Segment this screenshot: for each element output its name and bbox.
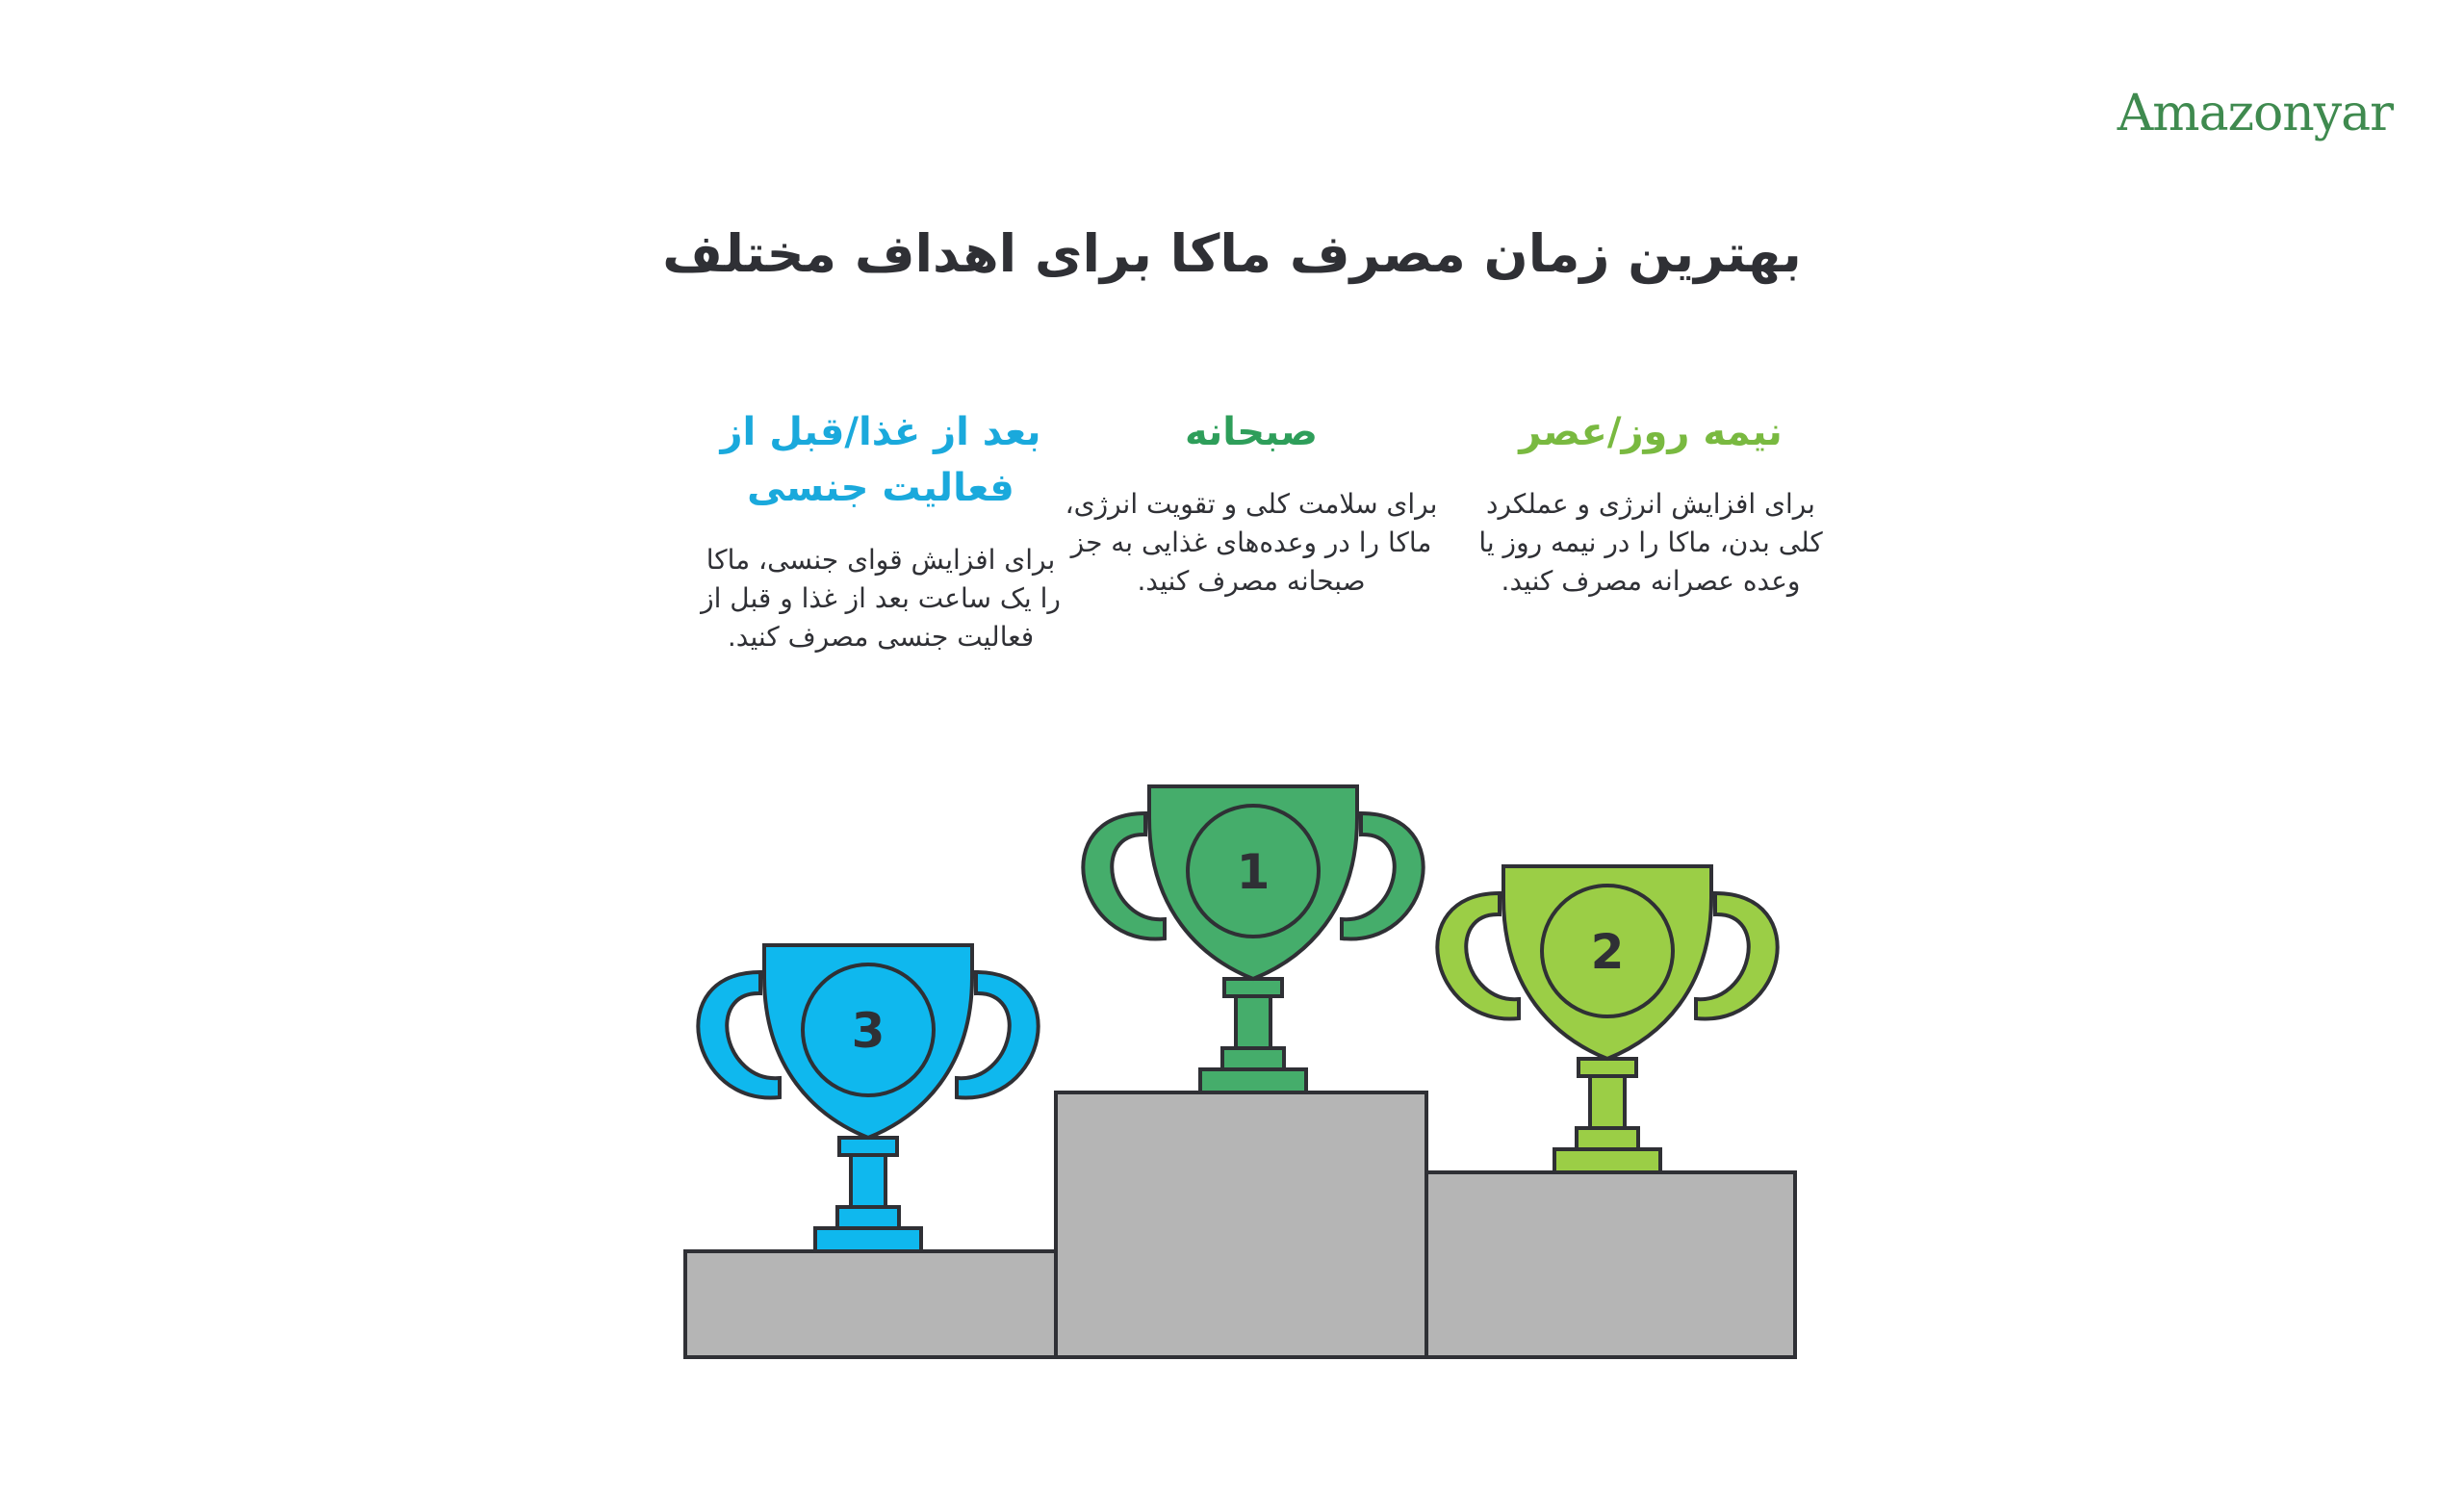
podium-step-1 bbox=[1056, 1092, 1426, 1357]
column-heading-midday: نیمه روز/عصر bbox=[1519, 410, 1783, 454]
column-heading-breakfast: صبحانه bbox=[1184, 410, 1319, 454]
trophy-rank-1: 1 bbox=[1236, 844, 1270, 900]
trophy-rank-3: 3 bbox=[851, 1003, 886, 1059]
column-description-after-meal: برای افزایش قوای جنسی، ماکا را یک ساعت بعد از غذا و قبل از فعالیت جنسی مصرف کنید. bbox=[701, 544, 1061, 653]
page-title: بهترین زمان مصرف ماکا برای اهداف مختلف bbox=[662, 223, 1802, 284]
column-description-breakfast: برای سلامت کلی و تقویت انرژی، ماکا را در وعده‌های غذایی به جز صبحانه مصرف کنید. bbox=[1065, 488, 1438, 597]
column-heading-after-meal: بعد از غذا/قبل از فعالیت جنسی bbox=[720, 410, 1041, 510]
brand-logo: Amazonyar bbox=[2117, 85, 2393, 142]
trophy-icon bbox=[698, 945, 1038, 1251]
podium-step-2 bbox=[1426, 1172, 1795, 1357]
column-description-midday: برای افزایش انرژی و عملکرد کلی بدن، ماکا را در نیمه روز یا وعده عصرانه مصرف کنید. bbox=[1478, 488, 1823, 597]
trophy-icon bbox=[1083, 786, 1423, 1092]
trophy-rank-2: 2 bbox=[1590, 924, 1625, 980]
trophy-icon bbox=[1437, 866, 1777, 1172]
podium-step-3 bbox=[685, 1251, 1056, 1357]
